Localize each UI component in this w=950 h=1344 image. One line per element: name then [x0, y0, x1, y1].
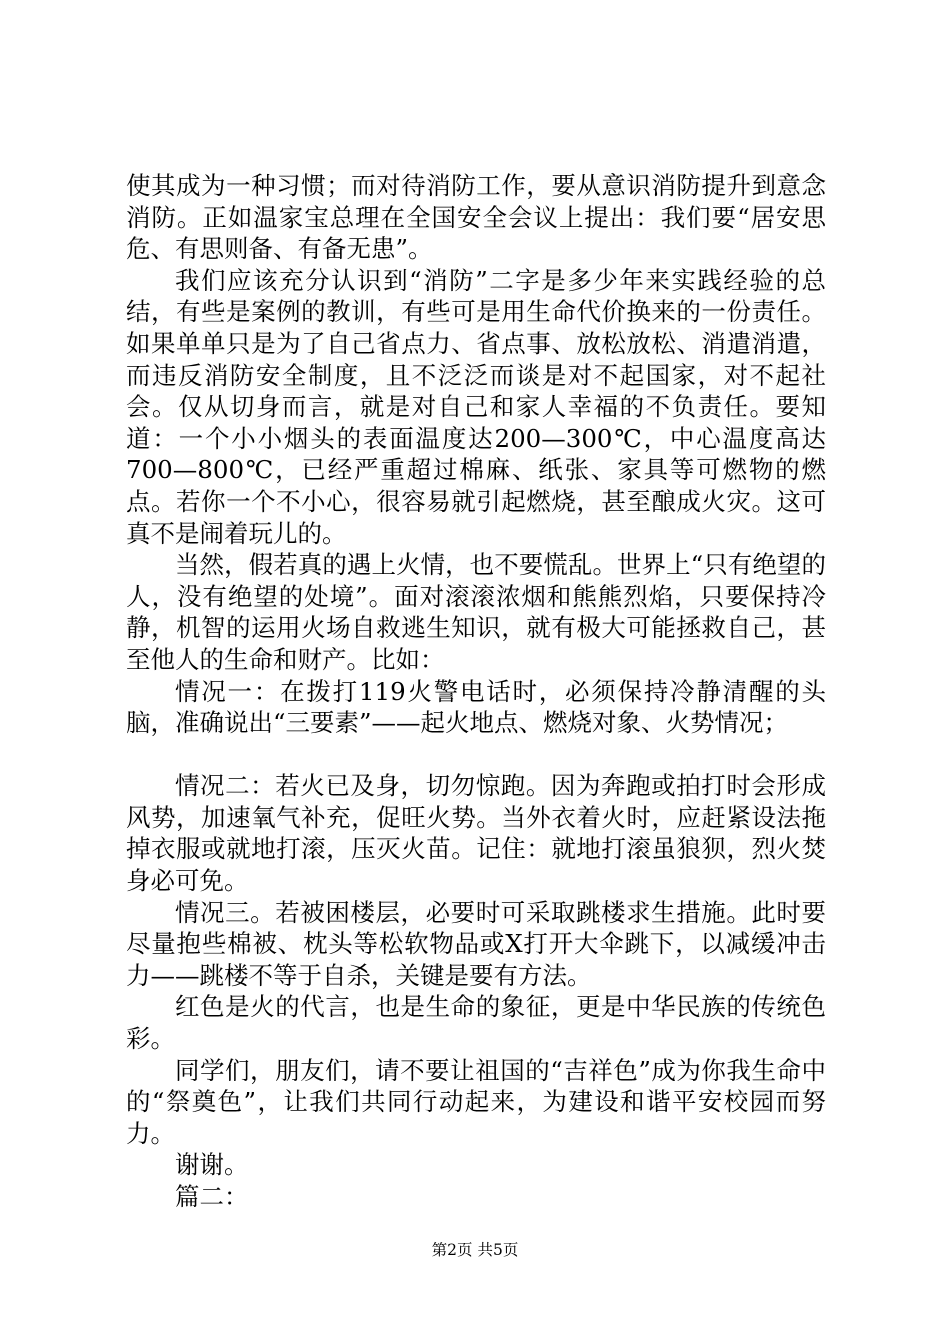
paragraph-7: 红色是火的代言，也是生命的象征，更是中华民族的传统色彩。 — [126, 992, 826, 1054]
paragraph-spacer — [126, 739, 826, 771]
paragraph-9: 谢谢。 — [175, 1150, 249, 1180]
paragraph-2: 我们应该充分认识到“消防”二字是多少年来实践经验的总结，有些是案例的教训，有些可是用生命代价换来的一份责任。如果单单只是为了自己省点力、省点事、放松放松、消遣消遣，而违反消防安全制度，且不泛泛而谈是对不起国家，对不起社会。仅从切身而言，就是对自己和家人幸福的不负责任。要知道：一个小小烟头的表面温度达200—300℃，中心温度高达700—800℃，已经严重超过棉麻、纸张、家具等可燃物的燃点。若你一个不小心，很容易就引起燃烧，甚至酿成火灾。这可真不是闹着玩儿的。 — [126, 265, 826, 548]
paragraph-6: 情况三。若被困楼层，必要时可采取跳楼求生措施。此时要尽量抱些棉被、枕头等松软物品或X打开大伞跳下，以减缓冲击力——跳楼不等于自杀，关键是要有方法。 — [126, 897, 826, 990]
paragraph-8: 同学们，朋友们，请不要让祖国的“吉祥色”成为你我生命中的“祭奠色”，让我们共同行动起来，为建设和谐平安校园而努力。 — [126, 1055, 826, 1148]
page-footer: 第2页 共5页 — [431, 1241, 519, 1259]
paragraph-4: 情况一：在拨打119火警电话时，必须保持冷静清醒的头脑，准确说出“三要素”——起火地点、燃烧对象、火势情况； — [126, 676, 826, 738]
paragraph-10: 篇二： — [175, 1182, 249, 1211]
document-body — [126, 170, 826, 1213]
paragraph-3: 当然，假若真的遇上火情，也不要慌乱。世界上“只有绝望的人，没有绝望的处境”。面对滚滚浓烟和熊熊烈焰，只要保持冷静，机智的运用火场自救逃生知识，就有极大可能拯救自己，甚至他人的生命和财产。比如： — [126, 550, 826, 674]
paragraph-1: 使其成为一种习惯；而对待消防工作，要从意识消防提升到意念消防。正如温家宝总理在全国安全会议上提出：我们要“居安思危、有思则备、有备无患”。 — [126, 171, 826, 264]
paragraph-5: 情况二：若火已及身，切勿惊跑。因为奔跑或拍打时会形成风势，加速氧气补充，促旺火势。当外衣着火时，应赶紧设法拖掉衣服或就地打滚，压灭火苗。记住：就地打滚虽狼狈，烈火焚身必可免。 — [126, 771, 826, 896]
